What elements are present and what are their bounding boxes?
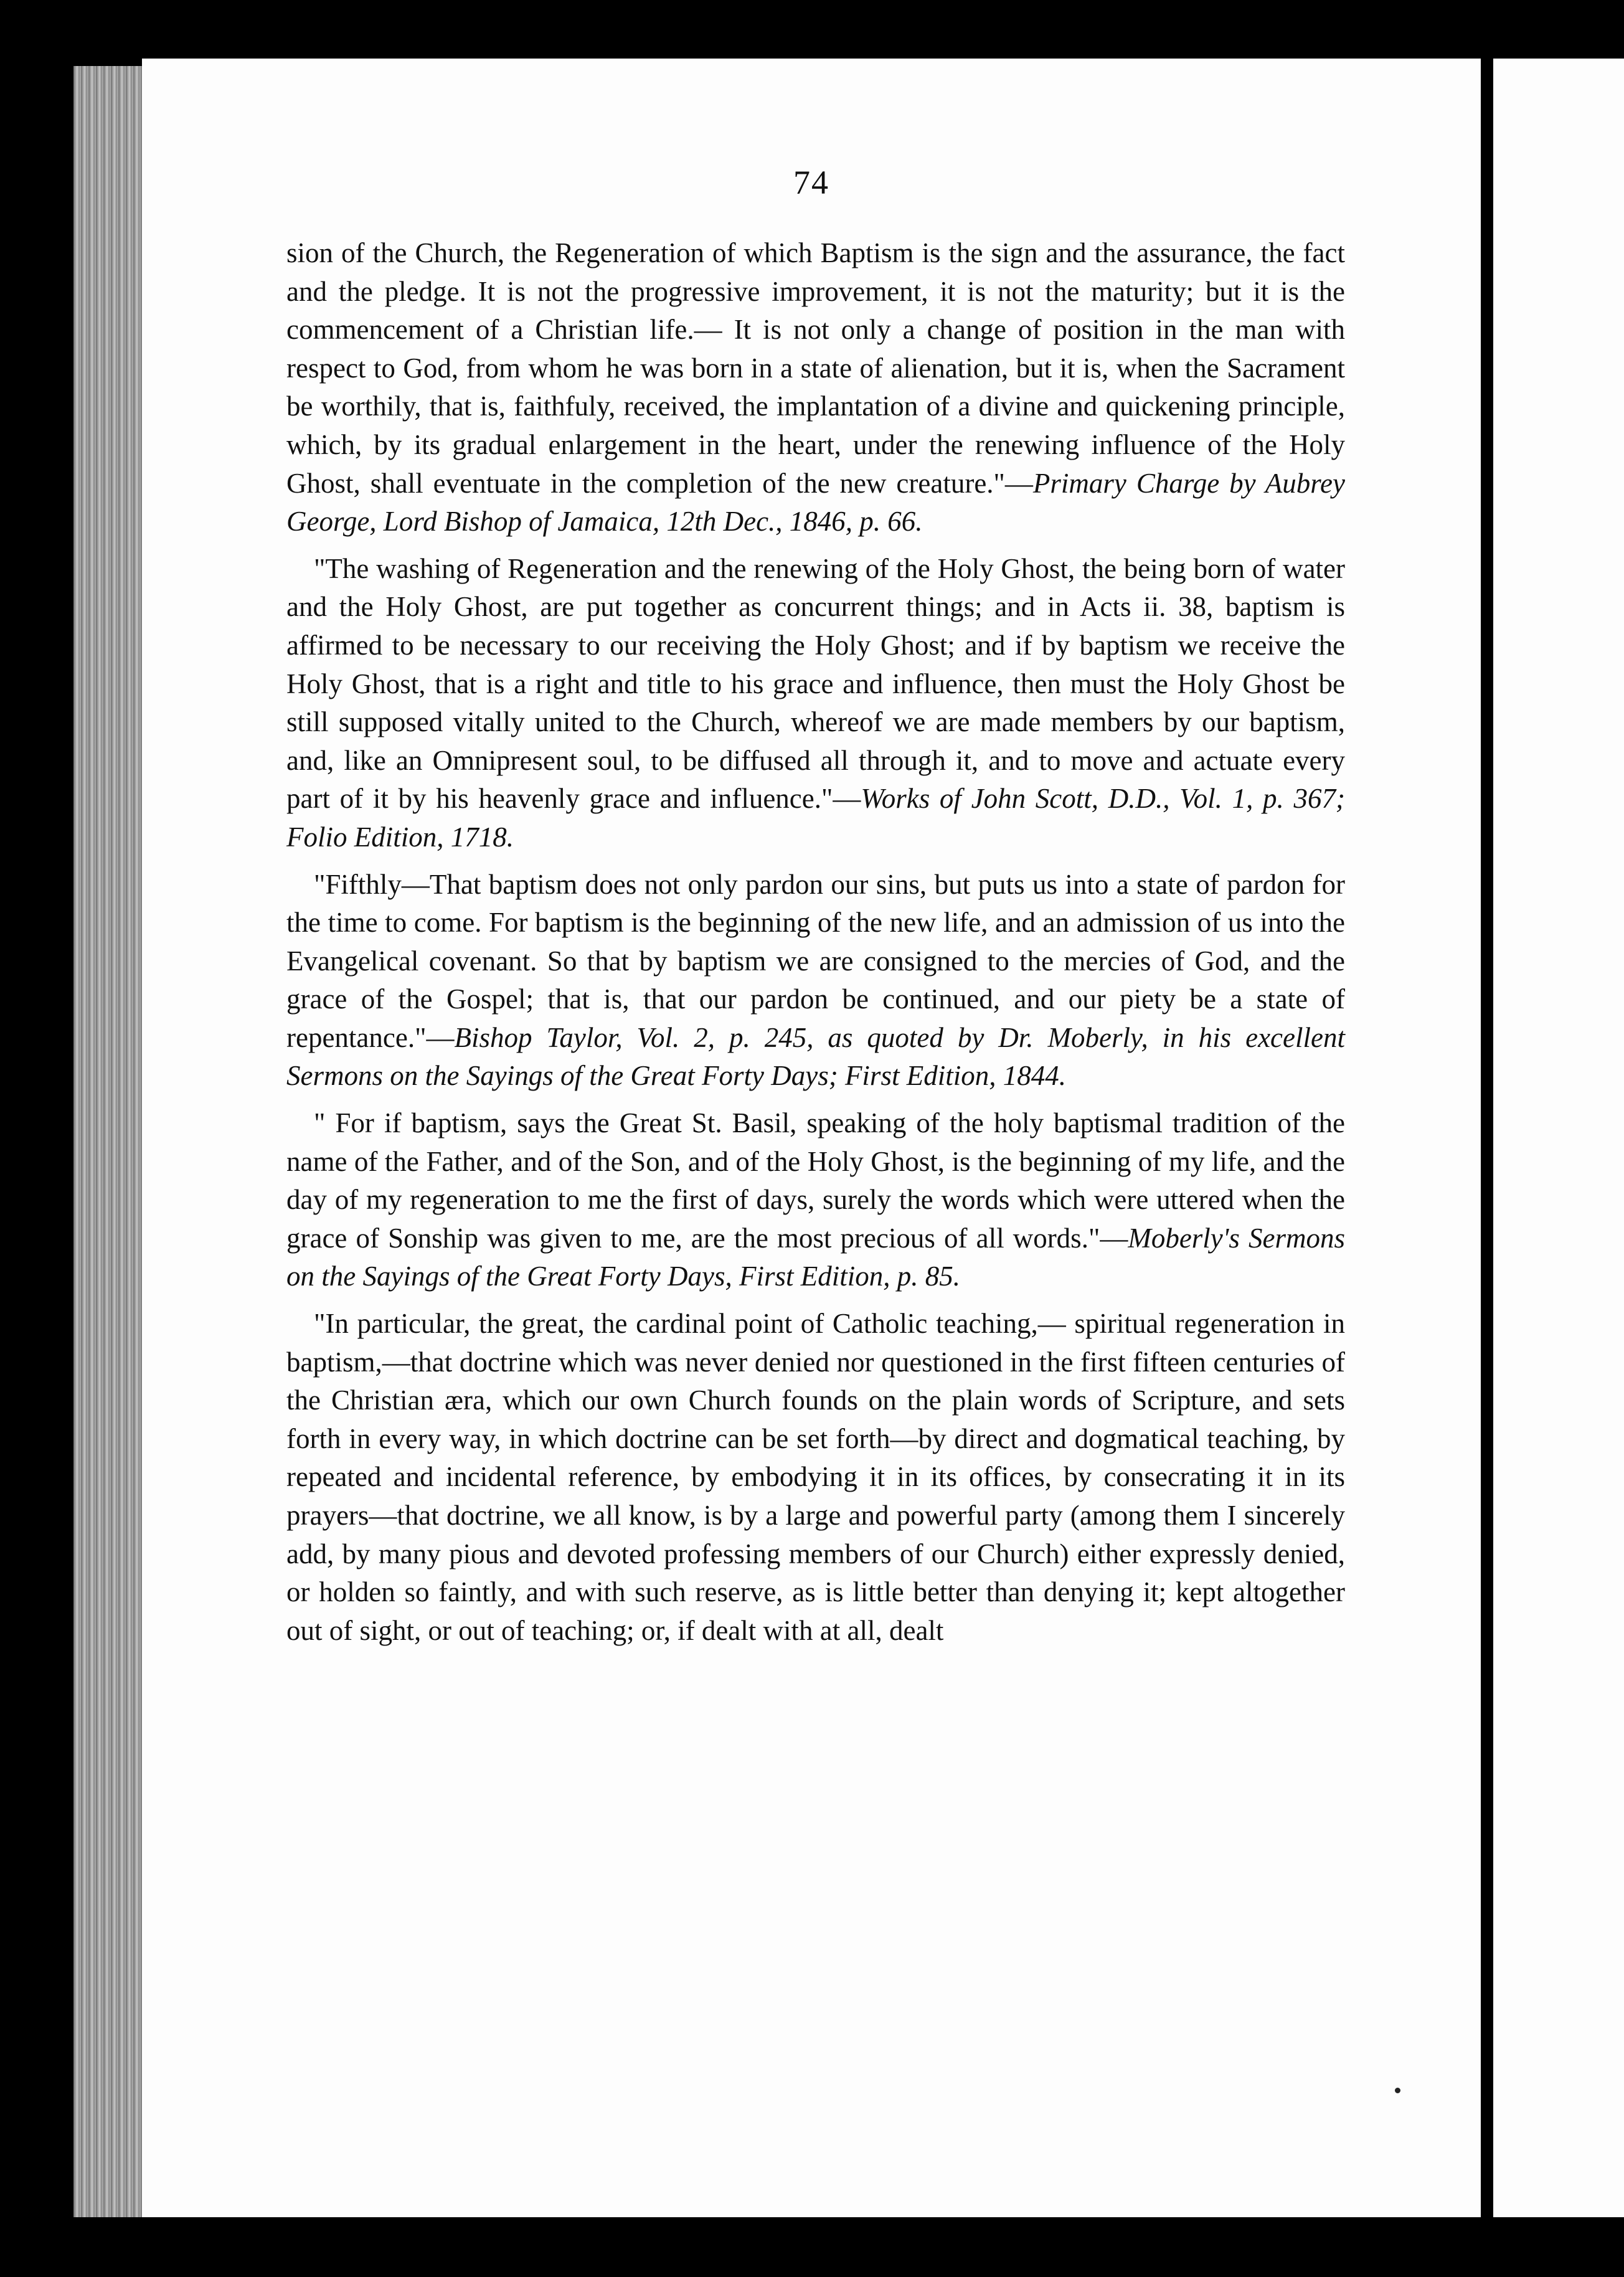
paragraph-2 — [286, 550, 1345, 857]
ink-speck — [1395, 2088, 1400, 2093]
paragraph-4-citation: Moberly's Sermons on the Sayings of the Great Forty Days, First Edition, p. 85. — [286, 1222, 1346, 1292]
paragraph-4 — [286, 1104, 1345, 1296]
paragraph-1-text: sion of the Church, the Regeneration of which Baptism is the sign and the assurance, the fact and the pledge. It is not the progressive improvement, it is not the maturity; but it is the commencement of a Christian life.— It is not only a change of position in the man with respect to God, from whom he was born in a state of alienation, but it is, when the Sacrament be worthily, that is, faithfuly, received, the implantation of a divine and quickening principle, which, by its gradual enlargement in the heart, under the renewing influence of the Holy Ghost, shall eventuate in the completion of the new creature."— — [286, 237, 1345, 499]
paragraph-2-citation: Works of John Scott, D.D., Vol. 1, p. 367; Folio Edition, 1718. — [286, 783, 1345, 853]
page-body — [286, 234, 1345, 1659]
facing-page-edge — [1493, 59, 1624, 2217]
paragraph-3-text: "Fifthly—That baptism does not only pardon our sins, but puts us into a state of pardon for the time to come. For baptism is the beginning of the new life, and an admission of us into the Evangelical covenant. So that by baptism we are consigned to the mercies of God, and the grace of the Gospel; that is, that our pardon be continued, and our piety be a state of repentance."— — [286, 868, 1345, 1053]
paragraph-1-citation: Primary Charge by Aubrey George, Lord Bishop of Jamaica, 12th Dec., 1846, p. 66. — [286, 467, 1345, 537]
paragraph-5 — [286, 1305, 1345, 1650]
paragraph-3-citation: Bishop Taylor, Vol. 2, p. 245, as quoted by Dr. Moberly, in his excellent Sermons on the Sayings of the Great Forty Days; First Edition, 1844. — [286, 1021, 1345, 1092]
paragraph-4-text: " For if baptism, says the Great St. Basil, speaking of the holy baptismal tradition of the name of the Father, and of the Son, and of the Holy Ghost, is the beginning of my life, and the day of my regeneration to me the first of days, surely the words which were uttered when the grace of Sonship was given to me, are the most precious of all words."— — [286, 1107, 1345, 1254]
paragraph-5-text: "In particular, the great, the cardinal point of Catholic teaching,— spiritual regeneration in baptism,—that doctrine which was never denied nor questioned in the first fifteen centuries of the Christian æra, which our own Church founds on the plain words of Scripture, and sets forth in every way, in which doctrine can be set forth—by direct and dogmatical teaching, by repeated and incidental reference, by embodying it in its offices, by consecrating it in its prayers—that doctrine, we all know, is by a large and powerful party (among them I sincerely add, by many pious and devoted professing members of our Church) either expressly denied, or holden so faintly, and with such reserve, as is little better than denying it; kept altogether out of sight, or out of teaching; or, if dealt with at all, dealt — [286, 1308, 1345, 1646]
paragraph-3 — [286, 866, 1345, 1096]
book-page — [142, 59, 1481, 2217]
page-number: 74 — [793, 164, 829, 201]
paragraph-1 — [286, 234, 1345, 541]
paragraph-2-text: "The washing of Regeneration and the renewing of the Holy Ghost, the being born of water and the Holy Ghost, are put together as concurrent things; and in Acts ii. 38, baptism is affirmed to be necessary to our receiving the Holy Ghost; and if by baptism we receive the Holy Ghost, that is a right and title to his grace and influence, then must the Holy Ghost be still supposed vitally united to the Church, whereof we are made members by our baptism, and, like an Omnipresent soul, to be diffused all through it, and to move and actuate every part of it by his heavenly grace and influence."— — [286, 552, 1345, 815]
book-spine-shadow — [73, 66, 147, 2217]
